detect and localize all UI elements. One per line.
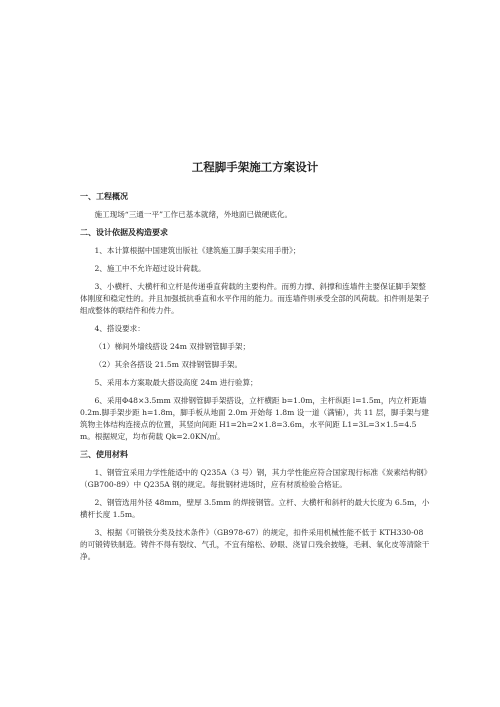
paragraph: 施工现场“三通一平”工作已基本就绪，外地面已做硬底化。 <box>94 210 293 219</box>
section-heading: 二、设计依据及构造要求 <box>80 228 168 237</box>
document-title: 工程脚手架施工方案设计 <box>191 160 319 174</box>
paragraph: 3、根据《可锻铁分类及技术条件》（GB978-67）的规定，扣件采用机械性能不低于 KTH330-08 的可锻铸铁制造。铸件不得有裂纹、气孔，不宜有缩松、砂眼、浇冒口残余披缝，毛刺、氧化皮等清除干净。 <box>80 528 430 561</box>
paragraph: （2）其余各搭设 21.5m 双排钢管脚手架。 <box>94 360 243 369</box>
paragraph: 5、采用本方案取最大搭设高度 24m 进行验算； <box>94 378 258 387</box>
paragraph: 6、采用Φ48×3.5mm 双排钢管脚手架搭设，立杆横距 b=1.0m，主杆纵距 l=1.5m，内立杆距墙 0.2m.脚手架步距 h=1.8m，脚手板从地面 2.0m 开始每 1.8m 设一道（满铺），共 11 层，脚手架与建筑物主体结构连接点的位置，其竖向间距 H1=2h=2×1.8=3.6m，水平间距 L1=3L=3×1.5=4.5m。根据规定，均布荷载 Qk=2.0KN/㎡。 <box>80 396 429 441</box>
section-project-overview <box>80 191 430 221</box>
paragraph: 2、钢管选用外径 48mm，壁厚 3.5mm 的焊接钢管。立杆、大横杆和斜杆的最大长度为 6.5m，小横杆长度 1.5m。 <box>80 498 430 519</box>
paragraph: 3、小横杆、大横杆和立杆是传递垂直荷载的主要构件。而剪力撑、斜撑和连墙件主要保证脚手架整体刚度和稳定性的。并且加强抵抗垂直和水平作用的能力。而连墙件则承受全部的风荷载。扣件则是架子组成整体的联结件和传力件。 <box>80 282 430 315</box>
paragraph: 1、本计算根据中国建筑出版社《建筑施工脚手架实用手册》； <box>94 246 301 255</box>
paragraph: 2、施工中不允许超过设计荷载。 <box>94 264 206 273</box>
document-body <box>80 160 430 569</box>
section-heading: 三、使用材料 <box>80 450 128 459</box>
section-materials <box>80 449 430 563</box>
paragraph: （1）梯间外墙线搭设 24m 双排钢管脚手架； <box>94 342 251 351</box>
paragraph: 4、搭设要求： <box>94 324 145 333</box>
paragraph: 1、钢管宜采用力学性能适中的 Q235A（3 号）钢，其力学性能应符合国家现行标准《炭素结构钢》（GB700-89）中 Q235A 钢的规定。每批钢材进场时，应有材质检验合格证。 <box>80 468 428 489</box>
section-design-basis <box>80 227 430 443</box>
section-heading: 一、工程概况 <box>80 192 128 201</box>
